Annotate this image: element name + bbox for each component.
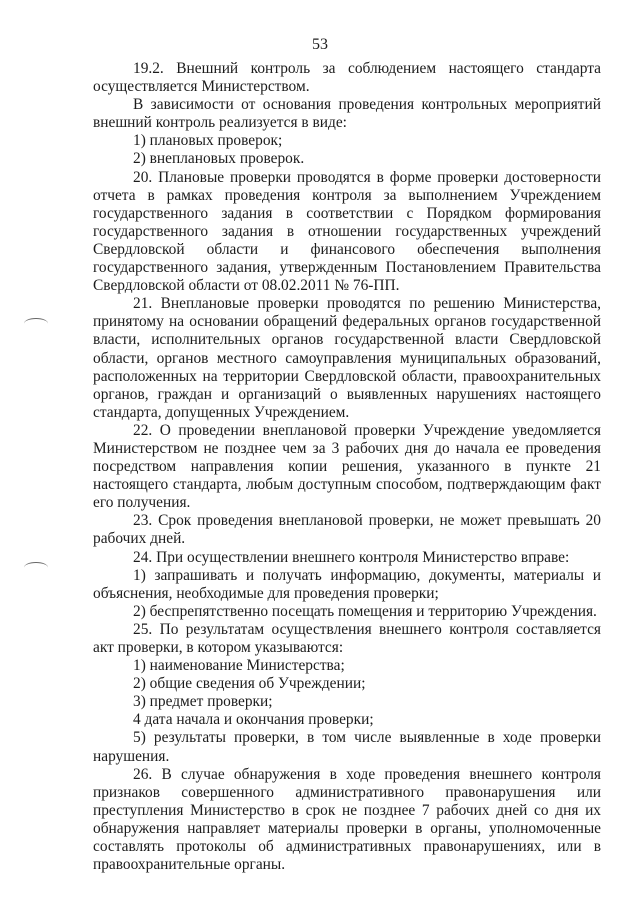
- paragraph-19-2: 19.2. Внешний контроль за соблюдением настоящего стандарта осуществляется Министерством.: [93, 60, 601, 96]
- paragraph-control-types-intro: В зависимости от основания проведения контрольных мероприятий внешний контроль реализуется в виде:: [93, 96, 601, 132]
- paragraph-25: 25. По результатам осуществления внешнего контроля составляется акт проверки, в котором указываются:: [93, 620, 601, 656]
- list-item: 2) общие сведения об Учреждении;: [133, 675, 366, 693]
- list-item: 1) плановых проверок;: [133, 132, 283, 150]
- list-item: 3) предмет проверки;: [133, 693, 273, 711]
- list-item: 2) внеплановых проверок.: [133, 150, 305, 168]
- paragraph-21: 21. Внеплановые проверки проводятся по решению Министерства, принятому на основании обращений федеральных органов государственной власти, исполнительных органов государственной власти Свердловской области, органов местного самоуправления муниципальных образований, расположенных на территории Свердловской области, правоохранительных органов, граждан и организаций о выявленных нарушениях настоящего стандарта, допущенных Учреждением.: [93, 295, 601, 421]
- list-item: 5) результаты проверки, в том числе выявленные в ходе проверки нарушения.: [93, 729, 601, 765]
- page-number: 53: [312, 36, 328, 53]
- list-item: 2) беспрепятственно посещать помещения и территорию Учреждения.: [133, 602, 597, 620]
- binding-hole-mark: [24, 318, 48, 329]
- paragraph-24: 24. При осуществлении внешнего контроля Министерство вправе:: [133, 548, 570, 566]
- binding-hole-mark: [24, 562, 48, 573]
- paragraph-22: 22. О проведении внеплановой проверки Учреждение уведомляется Министерством не позднее чем за 3 рабочих дня до начала ее проведения посредством направления копии решения, указанного в пункте 21 настоящего стандарта, любым доступным способом, подтверждающим факт его получения.: [93, 421, 601, 512]
- list-item: 4 дата начала и окончания проверки;: [133, 711, 374, 729]
- list-item: 1) запрашивать и получать информацию, документы, материалы и объяснения, необходимые для проведения проверки;: [93, 566, 601, 602]
- document-body: [93, 60, 601, 874]
- paragraph-20: 20. Плановые проверки проводятся в форме проверки достоверности отчета в рамках проведения контроля за выполнением Учреждением государственного задания в соответствии с Порядком формирования государственного задания в отношении государственных учреждений Свердловской области и финансового обеспечения выполнения государственного задания, утвержденным Постановлением Правительства Свердловской области от 08.02.2011 № 76-ПП.: [93, 168, 601, 295]
- paragraph-26: 26. В случае обнаружения в ходе проведения внешнего контроля признаков совершенного административного правонарушения или преступления Министерство в срок не позднее 7 рабочих дней со дня их обнаружения направляет материалы проверки в органы, уполномоченные составлять протоколы об административных правонарушениях, или в правоохранительные органы.: [93, 765, 601, 874]
- paragraph-23: 23. Срок проведения внеплановой проверки, не может превышать 20 рабочих дней.: [93, 512, 601, 548]
- list-item: 1) наименование Министерства;: [133, 657, 345, 675]
